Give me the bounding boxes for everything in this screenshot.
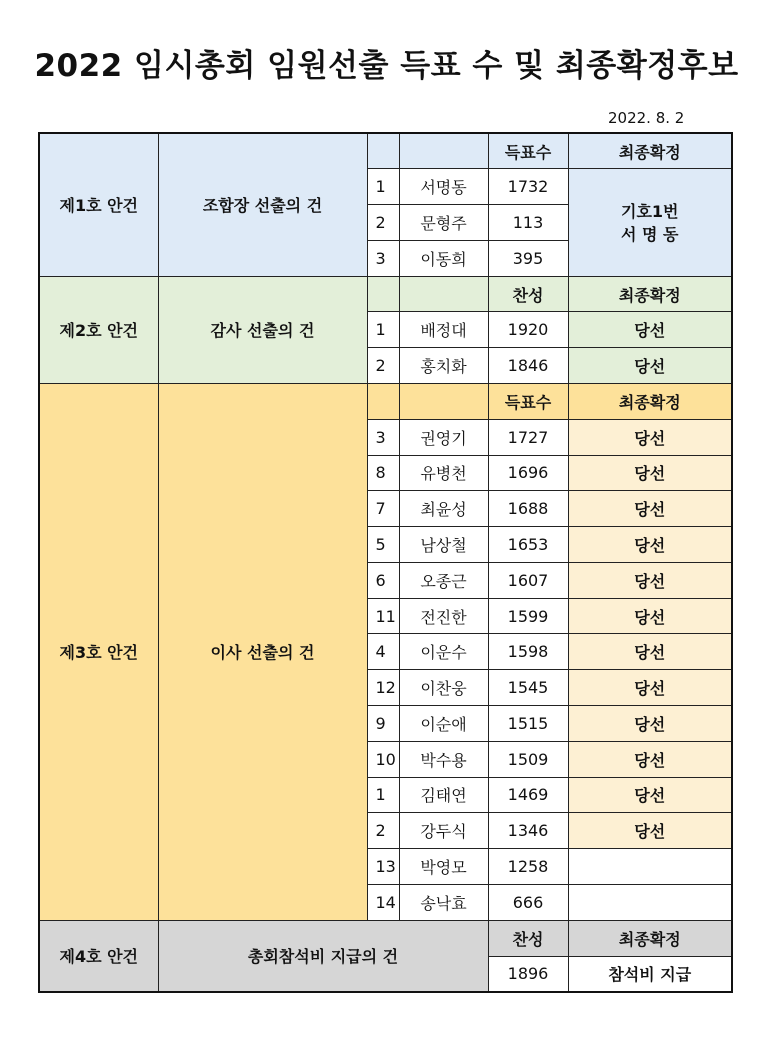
agenda1-final-header: 최종확정 — [568, 133, 732, 169]
candidate-result: 당선 — [568, 562, 732, 598]
candidate-name: 최윤성 — [399, 491, 488, 527]
candidate-result: 당선 — [568, 634, 732, 670]
candidate-result: 당선 — [568, 670, 732, 706]
candidate-number: 7 — [367, 491, 399, 527]
candidate-number: 1 — [367, 169, 399, 205]
candidate-result — [568, 849, 732, 885]
candidate-number: 1 — [367, 312, 399, 348]
candidate-result: 당선 — [568, 741, 732, 777]
agenda3-votes-header: 득표수 — [488, 383, 568, 419]
agenda1-number: 제1호 안건 — [39, 133, 158, 276]
agenda1-final-line1: 기호1번 — [620, 202, 679, 222]
candidate-number: 2 — [367, 348, 399, 384]
candidate-number: 12 — [367, 670, 399, 706]
agenda3-title: 이사 선출의 건 — [158, 383, 367, 920]
candidate-votes: 395 — [488, 240, 568, 276]
candidate-votes: 113 — [488, 205, 568, 241]
candidate-votes: 1599 — [488, 598, 568, 634]
candidate-result: 당선 — [568, 813, 732, 849]
candidate-number: 1 — [367, 777, 399, 813]
candidate-votes: 1732 — [488, 169, 568, 205]
candidate-votes: 1509 — [488, 741, 568, 777]
candidate-result: 당선 — [568, 527, 732, 563]
candidate-name: 서명동 — [399, 169, 488, 205]
candidate-name: 이찬웅 — [399, 670, 488, 706]
agenda2-number: 제2호 안건 — [39, 276, 158, 383]
candidate-result: 당선 — [568, 491, 732, 527]
candidate-number: 2 — [367, 813, 399, 849]
agenda1-final-result — [568, 169, 732, 276]
candidate-name: 유병천 — [399, 455, 488, 491]
candidate-result: 당선 — [568, 598, 732, 634]
agenda2-header-name — [399, 276, 488, 312]
agenda1-header-name — [399, 133, 488, 169]
candidate-name: 강두식 — [399, 813, 488, 849]
election-results-table — [38, 132, 733, 993]
candidate-number: 11 — [367, 598, 399, 634]
candidate-number: 9 — [367, 706, 399, 742]
agenda4-result: 참석비 지급 — [568, 956, 732, 992]
candidate-votes: 1469 — [488, 777, 568, 813]
candidate-result: 당선 — [568, 777, 732, 813]
candidate-name: 남상철 — [399, 527, 488, 563]
candidate-number: 5 — [367, 527, 399, 563]
agenda3-header-num — [367, 383, 399, 419]
agenda4-title: 총회참석비 지급의 건 — [158, 920, 488, 992]
candidate-name: 이운수 — [399, 634, 488, 670]
candidate-name: 박수용 — [399, 741, 488, 777]
candidate-number: 8 — [367, 455, 399, 491]
candidate-name: 이동희 — [399, 240, 488, 276]
candidate-votes: 1515 — [488, 706, 568, 742]
candidate-result — [568, 884, 732, 920]
candidate-votes: 1607 — [488, 562, 568, 598]
candidate-name: 전진한 — [399, 598, 488, 634]
candidate-name: 오종근 — [399, 562, 488, 598]
candidate-number: 2 — [367, 205, 399, 241]
candidate-votes: 1696 — [488, 455, 568, 491]
candidate-result: 당선 — [568, 706, 732, 742]
candidate-number: 6 — [367, 562, 399, 598]
candidate-votes: 1598 — [488, 634, 568, 670]
candidate-name: 권영기 — [399, 419, 488, 455]
agenda3-number: 제3호 안건 — [39, 383, 158, 920]
agenda4-final-header: 최종확정 — [568, 920, 732, 956]
candidate-name: 이순애 — [399, 706, 488, 742]
candidate-result: 당선 — [568, 312, 732, 348]
candidate-result: 당선 — [568, 348, 732, 384]
candidate-number: 13 — [367, 849, 399, 885]
candidate-votes: 1545 — [488, 670, 568, 706]
agenda2-votes-header: 찬성 — [488, 276, 568, 312]
candidate-name: 문형주 — [399, 205, 488, 241]
candidate-name: 박영모 — [399, 849, 488, 885]
candidate-name: 김태연 — [399, 777, 488, 813]
agenda4-number: 제4호 안건 — [39, 920, 158, 992]
candidate-votes: 1258 — [488, 849, 568, 885]
agenda4-votes: 1896 — [488, 956, 568, 992]
agenda1-final-line2: 서 명 동 — [620, 225, 679, 245]
agenda3-final-header: 최종확정 — [568, 383, 732, 419]
candidate-number: 3 — [367, 240, 399, 276]
agenda2-title: 감사 선출의 건 — [158, 276, 367, 383]
agenda1-votes-header: 득표수 — [488, 133, 568, 169]
candidate-name: 송낙효 — [399, 884, 488, 920]
candidate-votes: 1846 — [488, 348, 568, 384]
candidate-votes: 1920 — [488, 312, 568, 348]
candidate-number: 4 — [367, 634, 399, 670]
agenda2-final-header: 최종확정 — [568, 276, 732, 312]
candidate-votes: 1346 — [488, 813, 568, 849]
page-title: 2022 임시총회 임원선출 득표 수 및 최종확정후보 — [34, 48, 739, 84]
candidate-result: 당선 — [568, 419, 732, 455]
document-date: 2022. 8. 2 — [608, 109, 685, 127]
agenda1-title: 조합장 선출의 건 — [158, 133, 367, 276]
candidate-votes: 1727 — [488, 419, 568, 455]
agenda1-header-num — [367, 133, 399, 169]
candidate-number: 14 — [367, 884, 399, 920]
candidate-name: 홍치화 — [399, 348, 488, 384]
candidate-votes: 1688 — [488, 491, 568, 527]
candidate-result: 당선 — [568, 455, 732, 491]
candidate-number: 10 — [367, 741, 399, 777]
candidate-name: 배정대 — [399, 312, 488, 348]
agenda2-header-num — [367, 276, 399, 312]
agenda3-header-name — [399, 383, 488, 419]
candidate-number: 3 — [367, 419, 399, 455]
candidate-votes: 1653 — [488, 527, 568, 563]
candidate-votes: 666 — [488, 884, 568, 920]
agenda4-votes-header: 찬성 — [488, 920, 568, 956]
